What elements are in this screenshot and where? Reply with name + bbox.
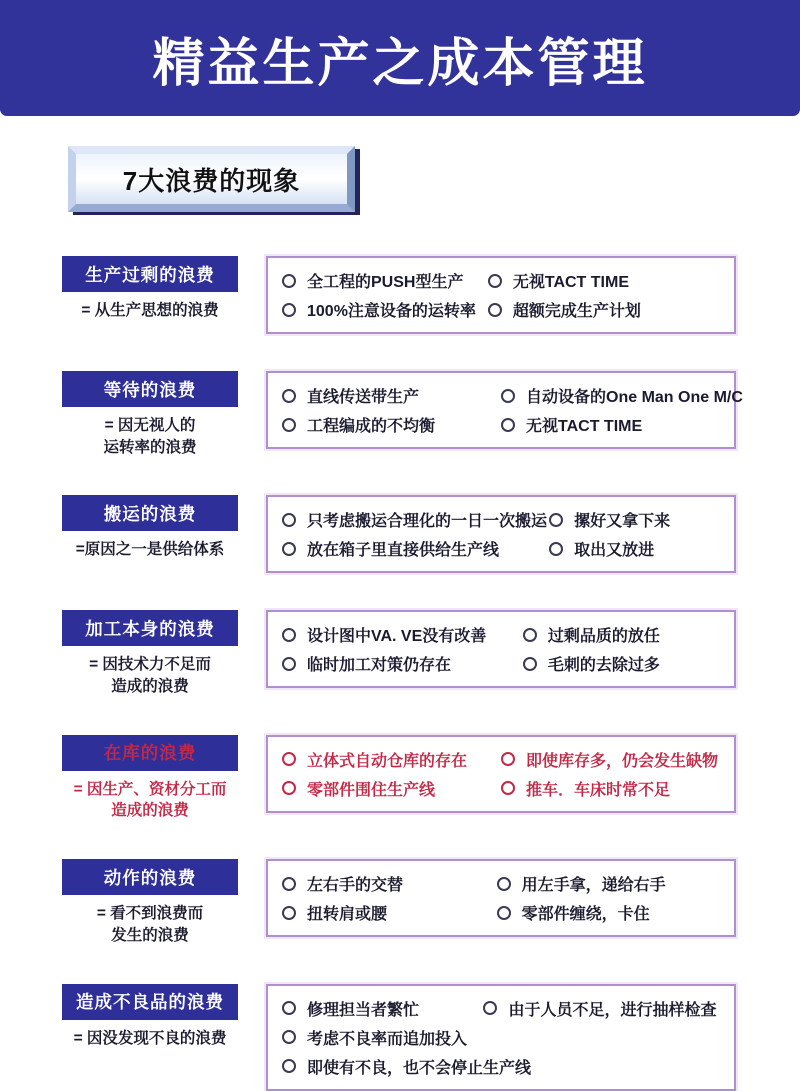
waste-item-text: 毛刺的去除过多 <box>547 657 660 675</box>
circle-bullet-icon <box>282 418 296 432</box>
waste-row-left <box>62 859 238 946</box>
waste-item <box>488 269 629 292</box>
items-line <box>282 410 720 439</box>
circle-bullet-icon <box>523 628 537 642</box>
circle-bullet-icon <box>282 389 296 403</box>
waste-definition-line: = 因没发现不良的浪费 <box>73 1029 227 1047</box>
waste-item-text: 零部件缠绕，卡住 <box>521 906 650 924</box>
waste-item-text: 即使库存多，仍会发生缺物 <box>526 752 719 770</box>
waste-rows <box>0 212 800 1091</box>
waste-item <box>282 384 501 407</box>
circle-bullet-icon <box>282 1059 296 1073</box>
items-line <box>282 505 720 534</box>
circle-bullet-icon <box>282 542 296 556</box>
waste-item-text: 修理担当者繁忙 <box>307 1001 420 1019</box>
waste-item-text: 推车．车床时常不足 <box>526 781 671 799</box>
waste-item-text: 过剩品质的放任 <box>547 628 660 646</box>
waste-row-left <box>62 495 238 561</box>
waste-label: 搬运的浪费 <box>103 503 197 524</box>
items-line <box>282 898 720 927</box>
items-line <box>282 620 720 649</box>
waste-row <box>62 610 736 697</box>
waste-items-box <box>266 735 736 813</box>
waste-item <box>501 777 670 800</box>
circle-bullet-icon <box>282 877 296 891</box>
circle-bullet-icon <box>488 274 502 288</box>
circle-bullet-icon <box>282 1030 296 1044</box>
waste-definition <box>62 1028 238 1050</box>
waste-item-text: 左右手的交替 <box>307 877 404 895</box>
waste-item <box>282 872 497 895</box>
items-line <box>282 295 720 324</box>
waste-item <box>549 537 654 560</box>
waste-label: 等待的浪费 <box>103 379 197 400</box>
waste-item-text: 自动设备的One Man One M/C <box>526 389 743 406</box>
page-title: 精益生产之成本管理 <box>152 34 648 93</box>
waste-item <box>497 901 650 924</box>
waste-label: 加工本身的浪费 <box>85 618 215 639</box>
waste-items-box <box>266 495 736 573</box>
waste-items-box <box>266 256 736 334</box>
circle-bullet-icon <box>282 657 296 671</box>
waste-item-text: 即使有不良，也不会停止生产线 <box>307 1059 532 1077</box>
waste-definition <box>62 903 238 946</box>
waste-definition-line: 造成的浪费 <box>111 802 189 820</box>
circle-bullet-icon <box>501 389 515 403</box>
waste-item <box>282 298 488 321</box>
waste-label: 生产过剩的浪费 <box>85 264 215 285</box>
waste-item <box>282 508 549 531</box>
waste-label-box <box>62 610 238 646</box>
waste-definition-line: = 从生产思想的浪费 <box>81 302 219 319</box>
waste-item <box>282 901 497 924</box>
circle-bullet-icon <box>488 303 502 317</box>
waste-item-text: 无视TACT TIME <box>526 418 643 435</box>
circle-bullet-icon <box>523 657 537 671</box>
waste-item-text: 立体式自动仓库的存在 <box>307 752 468 770</box>
circle-bullet-icon <box>549 542 563 556</box>
waste-definition <box>62 779 238 822</box>
waste-item <box>282 652 523 675</box>
waste-definition-line: 发生的浪费 <box>111 926 189 944</box>
waste-item <box>549 508 670 531</box>
waste-label-box <box>62 735 238 771</box>
waste-label: 在库的浪费 <box>103 743 197 764</box>
section-title-button <box>68 146 355 212</box>
waste-item <box>282 997 483 1020</box>
waste-label: 动作的浪费 <box>103 867 197 888</box>
waste-item <box>282 269 488 292</box>
waste-definition-line: = 看不到浪费而 <box>96 905 204 923</box>
items-line <box>282 534 720 563</box>
waste-item <box>523 623 660 646</box>
waste-item-text: 摞好又拿下来 <box>574 513 671 531</box>
waste-item <box>282 413 501 436</box>
circle-bullet-icon <box>501 418 515 432</box>
circle-bullet-icon <box>497 906 511 920</box>
waste-item-text: 用左手拿，递给右手 <box>521 877 666 895</box>
waste-item <box>523 652 660 675</box>
waste-item-text: 全工程的PUSH型生产 <box>307 274 464 291</box>
items-line <box>282 649 720 678</box>
waste-item-text: 100%注意设备的运转率 <box>307 303 476 320</box>
waste-label-box <box>62 495 238 531</box>
circle-bullet-icon <box>501 752 515 766</box>
items-line <box>282 381 743 410</box>
waste-item-text: 无视TACT TIME <box>512 274 629 291</box>
waste-row-left <box>62 984 238 1050</box>
waste-item <box>282 623 523 646</box>
waste-definition <box>62 300 238 322</box>
waste-label-box <box>62 984 238 1020</box>
items-line <box>282 1052 720 1081</box>
circle-bullet-icon <box>282 1001 296 1015</box>
waste-definition-line: 运转率的浪费 <box>103 438 197 456</box>
waste-item-text: 由于人员不足，进行抽样检查 <box>508 1001 717 1019</box>
waste-label: 造成不良品的浪费 <box>76 992 224 1012</box>
waste-item <box>282 748 501 771</box>
waste-definition <box>62 654 238 697</box>
waste-items-box <box>266 984 736 1091</box>
waste-definition-line: 造成的浪费 <box>111 678 189 696</box>
waste-row <box>62 371 743 458</box>
waste-items-box <box>266 610 736 688</box>
circle-bullet-icon <box>282 906 296 920</box>
waste-label-box <box>62 371 238 407</box>
circle-bullet-icon <box>483 1001 497 1015</box>
waste-definition-line: = 因技术力不足而 <box>89 656 211 674</box>
waste-item-text: 零部件围住生产线 <box>307 781 436 799</box>
waste-item-text: 设计图中VA. VE没有改善 <box>307 628 487 646</box>
waste-definition <box>62 539 238 561</box>
waste-row-left <box>62 735 238 822</box>
waste-item <box>483 997 716 1020</box>
waste-row <box>62 859 736 946</box>
circle-bullet-icon <box>282 781 296 795</box>
items-line <box>282 869 720 898</box>
section-title-label: 7大浪费的现象 <box>122 165 301 196</box>
waste-label-box <box>62 256 238 292</box>
waste-item <box>282 1055 531 1078</box>
circle-bullet-icon <box>282 628 296 642</box>
waste-item <box>282 1026 467 1049</box>
waste-item-text: 超额完成生产计划 <box>512 303 641 320</box>
circle-bullet-icon <box>497 877 511 891</box>
waste-definition-line: = 因无视人的 <box>104 417 196 434</box>
items-line <box>282 774 720 803</box>
waste-item-text: 工程编成的不均衡 <box>307 418 436 435</box>
waste-items-box <box>266 859 736 937</box>
waste-item <box>282 777 501 800</box>
circle-bullet-icon <box>549 513 563 527</box>
waste-item <box>501 748 718 771</box>
waste-row <box>62 495 736 573</box>
items-line <box>282 1023 720 1052</box>
items-line <box>282 745 720 774</box>
waste-item-text: 放在箱子里直接供给生产线 <box>307 542 500 560</box>
circle-bullet-icon <box>282 752 296 766</box>
waste-item <box>282 537 549 560</box>
circle-bullet-icon <box>501 781 515 795</box>
waste-row <box>62 256 736 334</box>
circle-bullet-icon <box>282 513 296 527</box>
waste-row-left <box>62 256 238 322</box>
waste-item-text: 临时加工对策仍存在 <box>307 657 452 675</box>
waste-row-left <box>62 371 238 458</box>
waste-definition-line: = 因生产、资材分工而 <box>73 780 227 798</box>
waste-item-text: 取出又放进 <box>574 542 655 560</box>
waste-item <box>501 384 743 407</box>
waste-item <box>497 872 666 895</box>
items-line <box>282 994 720 1023</box>
waste-item <box>488 298 641 321</box>
waste-item-text: 扭转肩或腰 <box>307 906 388 924</box>
waste-row <box>62 984 736 1091</box>
circle-bullet-icon <box>282 274 296 288</box>
waste-row-left <box>62 610 238 697</box>
waste-label-box <box>62 859 238 895</box>
waste-item-text: 考虑不良率而追加投入 <box>307 1030 468 1048</box>
waste-definition <box>62 415 238 458</box>
waste-row <box>62 735 736 822</box>
circle-bullet-icon <box>282 303 296 317</box>
waste-items-box <box>266 371 743 449</box>
header-banner <box>0 0 800 116</box>
waste-item-text: 直线传送带生产 <box>307 389 420 406</box>
waste-item <box>501 413 642 436</box>
waste-item-text: 只考虑搬运合理化的一日一次搬运 <box>307 513 548 531</box>
waste-definition-line: =原因之一是供给体系 <box>75 541 225 559</box>
items-line <box>282 266 720 295</box>
